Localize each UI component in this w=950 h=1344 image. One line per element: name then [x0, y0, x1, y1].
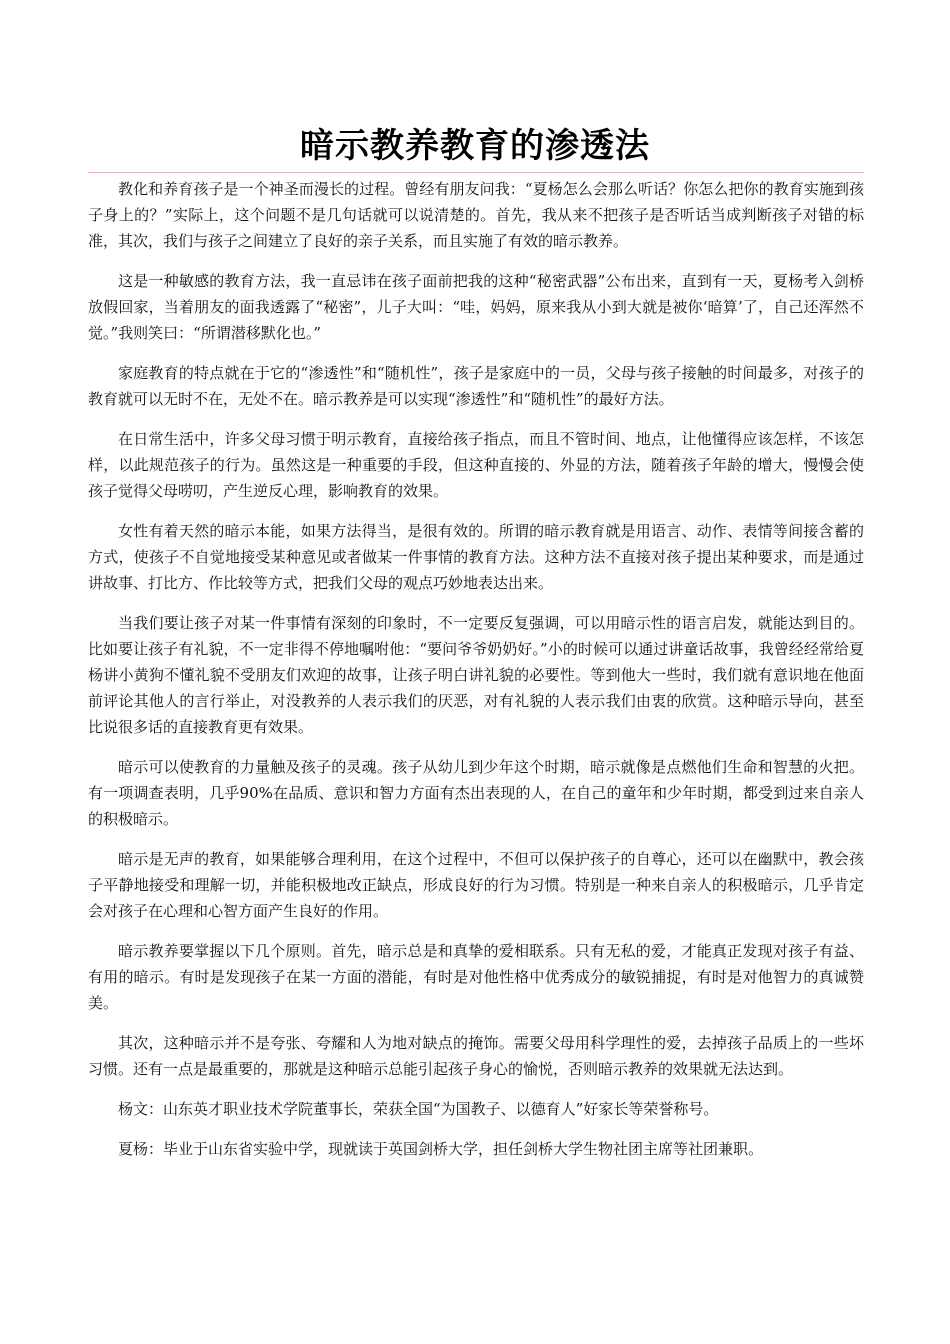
title-divider — [88, 172, 864, 173]
document-body — [88, 176, 864, 1176]
paragraph-politeness-example: 当我们要让孩子对某一件事情有深刻的印象时，不一定要反复强调，可以用暗示性的语言启发，就能达到目的。比如要让孩子有礼貌，不一定非得不停地嘱咐他：“要问爷爷奶奶好。”小的时候可以通过讲童话故事，我曾经经常给夏杨讲小黄狗不懂礼貌不受朋友们欢迎的故事，让孩子明白讲礼貌的必要性。等到他大一些时，我们就有意识地在他面前评论其他人的言行举止，对没教养的人表示我们的厌恶，对有礼貌的人表示我们由衷的欣赏。这种暗示导向，甚至比说很多话的直接教育更有效果。 — [88, 614, 864, 736]
paragraph-secret-weapon: 这是一种敏感的教育方法，我一直忌讳在孩子面前把我的这种“秘密武器”公布出来，直到有一天，夏杨考入剑桥放假回家，当着朋友的面我透露了“秘密”，儿子大叫：“哇，妈妈，原来我从小到大就是被你‘暗算’了，自己还浑然不觉。”我则笑曰：“所谓潜移默化也。” — [88, 272, 864, 342]
paragraph-intro: 教化和养育孩子是一个神圣而漫长的过程。曾经有朋友问我：“夏杨怎么会那么听话？你怎么把你的教育实施到孩子身上的？”实际上，这个问题不是几句话就可以说清楚的。首先，我从来不把孩子是否听话当成判断孩子对错的标准，其次，我们与孩子之间建立了良好的亲子关系，而且实施了有效的暗示教养。 — [88, 180, 864, 250]
paragraph-second-principle: 其次，这种暗示并不是夸张、夸耀和人为地对缺点的掩饰。需要父母用科学理性的爱，去掉孩子品质上的一些坏习惯。还有一点是最重要的，那就是这种暗示总能引起孩子身心的愉悦，否则暗示教养的效果就无法达到。 — [88, 1034, 864, 1078]
author-bio-xia-yang: 夏杨：毕业于山东省实验中学，现就读于英国剑桥大学，担任剑桥大学生物社团主席等社团兼职。 — [118, 1140, 764, 1158]
paragraph-explicit-education: 在日常生活中，许多父母习惯于明示教育，直接给孩子指点，而且不管时间、地点，让他懂得应该怎样，不该怎样，以此规范孩子的行为。虽然这是一种重要的手段，但这种直接的、外显的方法，随着孩子年龄的增大，慢慢会使孩子觉得父母唠叨，产生逆反心理，影响教育的效果。 — [88, 430, 864, 500]
author-bio-yang-wen: 杨文：山东英才职业技术学院董事长，荣获全国“为国教子、以德育人”好家长等荣誉称号。 — [118, 1100, 719, 1118]
document-title: 暗示教养教育的渗透法 — [300, 126, 650, 166]
paragraph-family-education: 家庭教育的特点就在于它的“渗透性”和“随机性”，孩子是家庭中的一员，父母与孩子接触的时间最多，对孩子的教育就可以无时不在，无处不在。暗示教养是可以实现“渗透性”和“随机性”的最好方法。 — [88, 364, 864, 408]
paragraph-suggestion-definition: 女性有着天然的暗示本能，如果方法得当，是很有效的。所谓的暗示教育就是用语言、动作、表情等间接含蓄的方式，使孩子不自觉地接受某种意见或者做某一件事情的教育方法。这种方法不直接对孩子提出某种要求，而是通过讲故事、打比方、作比较等方式，把我们父母的观点巧妙地表达出来。 — [88, 522, 864, 592]
paragraph-soul: 暗示可以使教育的力量触及孩子的灵魂。孩子从幼儿到少年这个时期，暗示就像是点燃他们生命和智慧的火把。有一项调查表明，几乎90%在品质、意识和智力方面有杰出表现的人，在自己的童年和少年时期，都受到过来自亲人的积极暗示。 — [88, 758, 864, 828]
paragraph-silent-education: 暗示是无声的教育，如果能够合理利用，在这个过程中，不但可以保护孩子的自尊心，还可以在幽默中，教会孩子平静地接受和理解一切，并能积极地改正缺点，形成良好的行为习惯。特别是一种来自亲人的积极暗示，几乎肯定会对孩子在心理和心智方面产生良好的作用。 — [88, 850, 864, 920]
paragraph-principles: 暗示教养要掌握以下几个原则。首先，暗示总是和真挚的爱相联系。只有无私的爱，才能真正发现对孩子有益、有用的暗示。有时是发现孩子在某一方面的潜能，有时是对他性格中优秀成分的敏锐捕捉，有时是对他智力的真诚赞美。 — [88, 942, 864, 1012]
